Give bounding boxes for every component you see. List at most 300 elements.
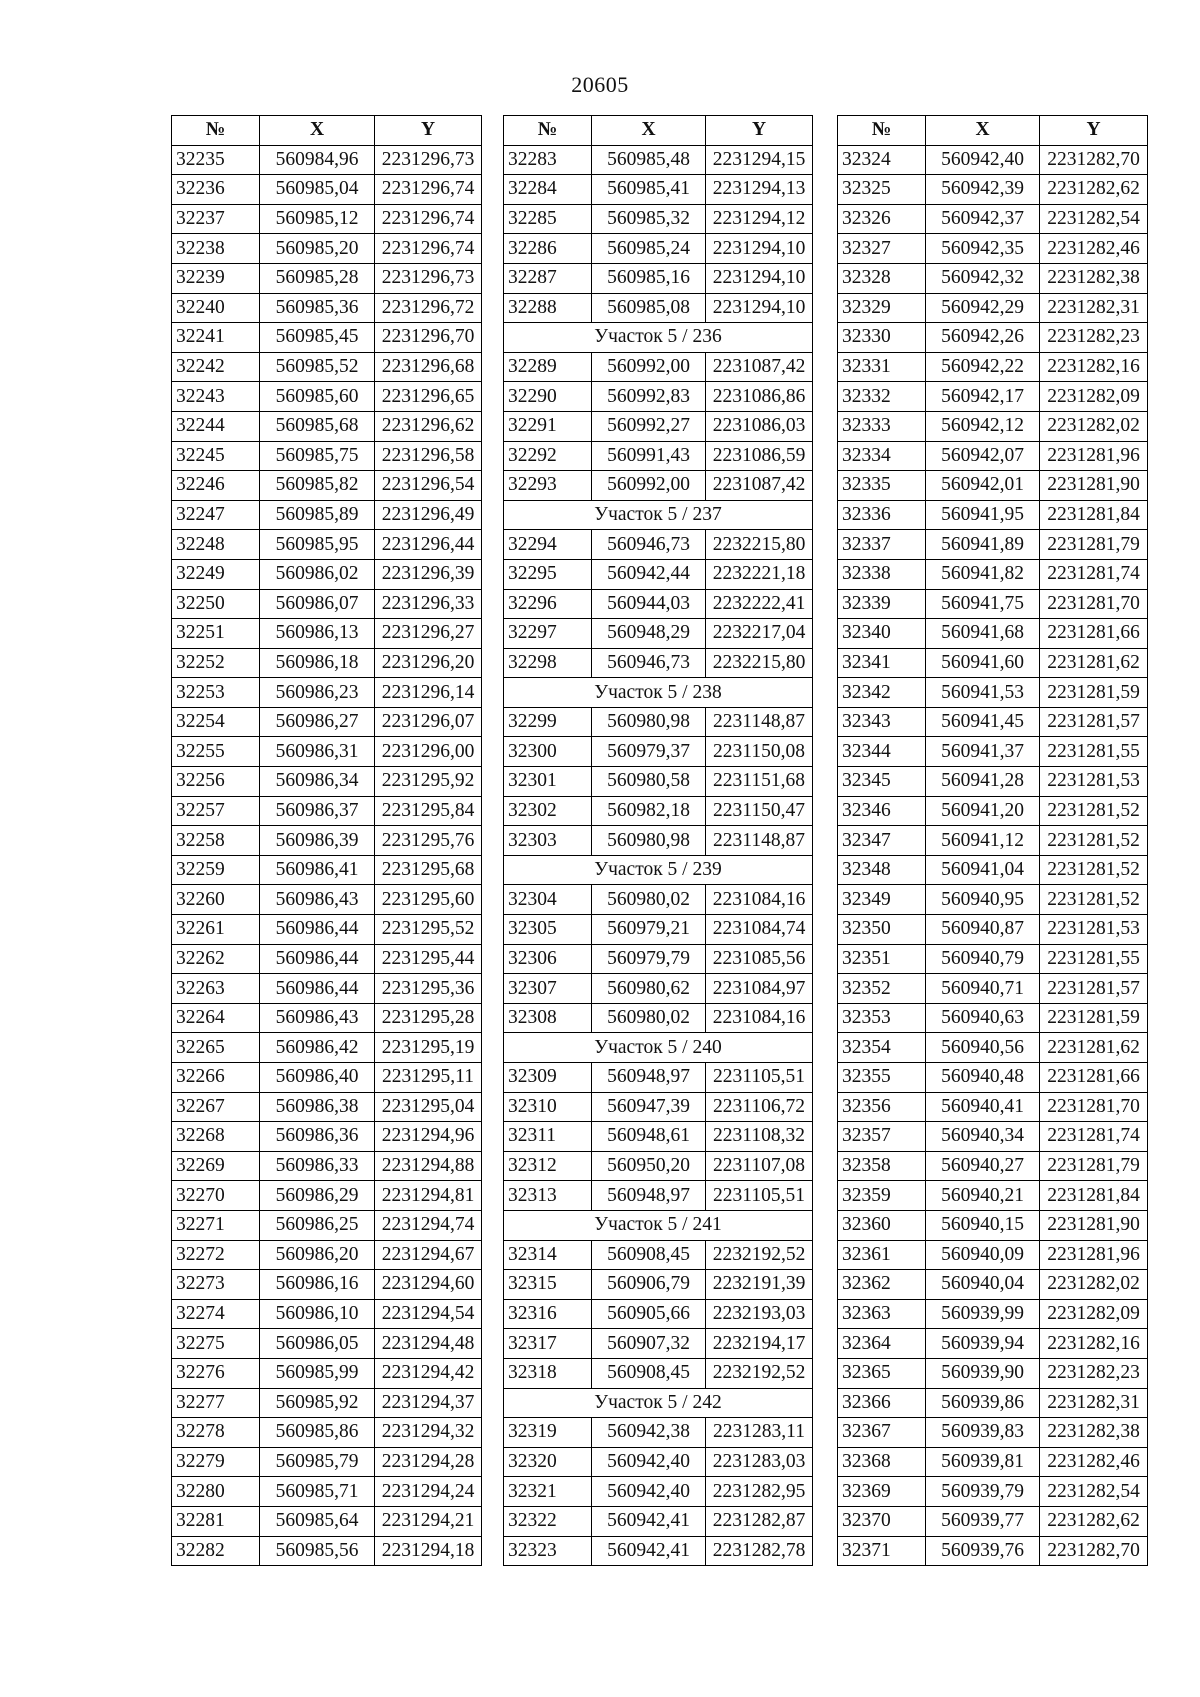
table-row <box>504 944 813 974</box>
y-coordinate-cell: 2231281,59 <box>1040 678 1148 708</box>
y-coordinate-cell: 2231295,11 <box>375 1063 482 1093</box>
y-coordinate-cell: 2231296,72 <box>375 293 482 323</box>
x-coordinate-cell: 560940,79 <box>926 944 1040 974</box>
table-row <box>504 707 813 737</box>
table-row <box>838 204 1148 234</box>
table-row <box>172 1447 482 1477</box>
table-row <box>838 796 1148 826</box>
table-row <box>504 293 813 323</box>
x-coordinate-cell: 560942,37 <box>926 204 1040 234</box>
table-row <box>172 1329 482 1359</box>
y-coordinate-cell: 2231296,74 <box>375 234 482 264</box>
x-coordinate-cell: 560986,37 <box>260 796 375 826</box>
point-number-cell: 32307 <box>504 974 592 1004</box>
x-coordinate-cell: 560985,95 <box>260 530 375 560</box>
x-coordinate-cell: 560986,23 <box>260 678 375 708</box>
x-coordinate-cell: 560985,92 <box>260 1388 375 1418</box>
table-row <box>172 1033 482 1063</box>
point-number-cell: 32303 <box>504 826 592 856</box>
point-number-cell: 32349 <box>838 885 926 915</box>
x-coordinate-cell: 560942,39 <box>926 175 1040 205</box>
point-number-cell: 32294 <box>504 530 592 560</box>
x-coordinate-cell: 560942,41 <box>592 1536 706 1566</box>
table-row <box>504 204 813 234</box>
y-coordinate-cell: 2231282,87 <box>706 1506 813 1536</box>
x-coordinate-cell: 560986,36 <box>260 1122 375 1152</box>
point-number-cell: 32315 <box>504 1270 592 1300</box>
y-coordinate-cell: 2231295,92 <box>375 767 482 797</box>
section-header-row <box>504 323 813 353</box>
y-coordinate-cell: 2231283,11 <box>706 1418 813 1448</box>
table-row <box>172 145 482 175</box>
x-coordinate-cell: 560942,01 <box>926 471 1040 501</box>
y-coordinate-cell: 2231281,74 <box>1040 1122 1148 1152</box>
y-coordinate-cell: 2231084,16 <box>706 1003 813 1033</box>
point-number-cell: 32256 <box>172 767 260 797</box>
x-coordinate-cell: 560985,36 <box>260 293 375 323</box>
table-row <box>504 1477 813 1507</box>
x-coordinate-cell: 560942,40 <box>592 1477 706 1507</box>
x-coordinate-cell: 560942,29 <box>926 293 1040 323</box>
x-coordinate-cell: 560950,20 <box>592 1151 706 1181</box>
table-row <box>172 471 482 501</box>
y-coordinate-cell: 2231296,39 <box>375 559 482 589</box>
y-coordinate-cell: 2231281,90 <box>1040 471 1148 501</box>
y-coordinate-cell: 2231296,49 <box>375 500 482 530</box>
y-coordinate-cell: 2231281,70 <box>1040 589 1148 619</box>
point-number-cell: 32354 <box>838 1033 926 1063</box>
table-row <box>838 323 1148 353</box>
y-coordinate-cell: 2231294,10 <box>706 234 813 264</box>
point-number-cell: 32310 <box>504 1092 592 1122</box>
y-coordinate-cell: 2231281,59 <box>1040 1003 1148 1033</box>
table-row <box>172 648 482 678</box>
x-coordinate-cell: 560992,00 <box>592 471 706 501</box>
y-coordinate-cell: 2231085,56 <box>706 944 813 974</box>
section-label: Участок 5 / 242 <box>504 1388 813 1418</box>
table-row <box>504 1270 813 1300</box>
point-number-cell: 32358 <box>838 1151 926 1181</box>
point-number-cell: 32253 <box>172 678 260 708</box>
x-coordinate-cell: 560986,43 <box>260 1003 375 1033</box>
point-number-cell: 32347 <box>838 826 926 856</box>
table-row <box>504 915 813 945</box>
point-number-cell: 32290 <box>504 382 592 412</box>
point-number-cell: 32332 <box>838 382 926 412</box>
point-number-cell: 32328 <box>838 263 926 293</box>
point-number-cell: 32339 <box>838 589 926 619</box>
table-row <box>172 1151 482 1181</box>
y-coordinate-cell: 2232192,52 <box>706 1358 813 1388</box>
x-coordinate-cell: 560979,37 <box>592 737 706 767</box>
x-coordinate-cell: 560986,33 <box>260 1151 375 1181</box>
point-number-cell: 32258 <box>172 826 260 856</box>
x-coordinate-cell: 560940,63 <box>926 1003 1040 1033</box>
table-row <box>172 1122 482 1152</box>
y-coordinate-cell: 2231296,73 <box>375 145 482 175</box>
y-coordinate-cell: 2231150,08 <box>706 737 813 767</box>
point-number-cell: 32239 <box>172 263 260 293</box>
point-number-cell: 32247 <box>172 500 260 530</box>
table-row <box>838 915 1148 945</box>
table-row <box>504 1181 813 1211</box>
table-row <box>838 885 1148 915</box>
table-row <box>504 974 813 1004</box>
table-row <box>172 1299 482 1329</box>
y-coordinate-cell: 2231295,19 <box>375 1033 482 1063</box>
table-row <box>838 974 1148 1004</box>
point-number-cell: 32342 <box>838 678 926 708</box>
point-number-cell: 32335 <box>838 471 926 501</box>
point-number-cell: 32323 <box>504 1536 592 1566</box>
table-row <box>172 175 482 205</box>
y-coordinate-cell: 2231106,72 <box>706 1092 813 1122</box>
y-coordinate-cell: 2231294,48 <box>375 1329 482 1359</box>
table-row <box>504 1092 813 1122</box>
point-number-cell: 32296 <box>504 589 592 619</box>
table-row <box>504 559 813 589</box>
table-row <box>838 826 1148 856</box>
point-number-cell: 32274 <box>172 1299 260 1329</box>
y-coordinate-cell: 2231294,10 <box>706 263 813 293</box>
point-number-cell: 32300 <box>504 737 592 767</box>
x-coordinate-cell: 560944,03 <box>592 589 706 619</box>
point-number-cell: 32285 <box>504 204 592 234</box>
table-row <box>172 737 482 767</box>
table-row <box>172 767 482 797</box>
point-number-cell: 32316 <box>504 1299 592 1329</box>
coordinates-table-right <box>837 115 1148 1566</box>
x-coordinate-cell: 560939,79 <box>926 1477 1040 1507</box>
y-coordinate-cell: 2231294,81 <box>375 1181 482 1211</box>
y-coordinate-cell: 2231282,16 <box>1040 352 1148 382</box>
point-number-cell: 32369 <box>838 1477 926 1507</box>
header-row <box>504 116 813 146</box>
x-coordinate-cell: 560986,43 <box>260 885 375 915</box>
x-coordinate-cell: 560940,09 <box>926 1240 1040 1270</box>
x-coordinate-cell: 560941,28 <box>926 767 1040 797</box>
table-row <box>172 944 482 974</box>
table-row <box>172 559 482 589</box>
point-number-cell: 32357 <box>838 1122 926 1152</box>
table-row <box>838 1063 1148 1093</box>
table-row <box>504 1299 813 1329</box>
table-row <box>504 1329 813 1359</box>
x-coordinate-cell: 560907,32 <box>592 1329 706 1359</box>
x-coordinate-cell: 560940,27 <box>926 1151 1040 1181</box>
x-coordinate-cell: 560941,82 <box>926 559 1040 589</box>
table-row <box>504 530 813 560</box>
y-coordinate-cell: 2232194,17 <box>706 1329 813 1359</box>
y-coordinate-cell: 2231084,74 <box>706 915 813 945</box>
header-number: № <box>838 116 926 146</box>
y-coordinate-cell: 2231281,96 <box>1040 441 1148 471</box>
x-coordinate-cell: 560985,45 <box>260 323 375 353</box>
table-row <box>838 1358 1148 1388</box>
point-number-cell: 32308 <box>504 1003 592 1033</box>
y-coordinate-cell: 2231086,86 <box>706 382 813 412</box>
x-coordinate-cell: 560940,95 <box>926 885 1040 915</box>
table-row <box>172 1477 482 1507</box>
x-coordinate-cell: 560939,76 <box>926 1536 1040 1566</box>
table-row <box>172 1063 482 1093</box>
point-number-cell: 32311 <box>504 1122 592 1152</box>
point-number-cell: 32302 <box>504 796 592 826</box>
x-coordinate-cell: 560984,96 <box>260 145 375 175</box>
section-label: Участок 5 / 238 <box>504 678 813 708</box>
table-row <box>172 263 482 293</box>
table-row <box>172 500 482 530</box>
point-number-cell: 32270 <box>172 1181 260 1211</box>
point-number-cell: 32278 <box>172 1418 260 1448</box>
point-number-cell: 32321 <box>504 1477 592 1507</box>
x-coordinate-cell: 560908,45 <box>592 1240 706 1270</box>
table-row <box>838 1181 1148 1211</box>
x-coordinate-cell: 560985,56 <box>260 1536 375 1566</box>
table-row <box>838 1388 1148 1418</box>
x-coordinate-cell: 560939,77 <box>926 1506 1040 1536</box>
point-number-cell: 32352 <box>838 974 926 1004</box>
x-coordinate-cell: 560940,34 <box>926 1122 1040 1152</box>
x-coordinate-cell: 560942,40 <box>926 145 1040 175</box>
table-row <box>504 1536 813 1566</box>
table-row <box>504 826 813 856</box>
y-coordinate-cell: 2231296,65 <box>375 382 482 412</box>
y-coordinate-cell: 2231281,57 <box>1040 974 1148 1004</box>
point-number-cell: 32333 <box>838 411 926 441</box>
y-coordinate-cell: 2231294,67 <box>375 1240 482 1270</box>
table-row <box>172 1240 482 1270</box>
table-row <box>838 944 1148 974</box>
table-row <box>838 1270 1148 1300</box>
x-coordinate-cell: 560985,71 <box>260 1477 375 1507</box>
point-number-cell: 32355 <box>838 1063 926 1093</box>
table-row <box>504 411 813 441</box>
x-coordinate-cell: 560986,34 <box>260 767 375 797</box>
point-number-cell: 32295 <box>504 559 592 589</box>
table-row <box>504 1003 813 1033</box>
point-number-cell: 32329 <box>838 293 926 323</box>
point-number-cell: 32348 <box>838 855 926 885</box>
x-coordinate-cell: 560986,10 <box>260 1299 375 1329</box>
x-coordinate-cell: 560940,21 <box>926 1181 1040 1211</box>
table-row <box>838 1092 1148 1122</box>
table-row <box>172 1210 482 1240</box>
x-coordinate-cell: 560986,18 <box>260 648 375 678</box>
x-coordinate-cell: 560985,79 <box>260 1447 375 1477</box>
section-header-row <box>504 500 813 530</box>
section-header-row <box>504 1210 813 1240</box>
point-number-cell: 32241 <box>172 323 260 353</box>
table-row <box>838 1151 1148 1181</box>
table-row <box>172 678 482 708</box>
table-row <box>838 1210 1148 1240</box>
point-number-cell: 32370 <box>838 1506 926 1536</box>
table-row <box>838 1122 1148 1152</box>
x-coordinate-cell: 560985,75 <box>260 441 375 471</box>
y-coordinate-cell: 2231084,16 <box>706 885 813 915</box>
y-coordinate-cell: 2231294,88 <box>375 1151 482 1181</box>
point-number-cell: 32288 <box>504 293 592 323</box>
x-coordinate-cell: 560948,29 <box>592 619 706 649</box>
x-coordinate-cell: 560985,41 <box>592 175 706 205</box>
y-coordinate-cell: 2231294,12 <box>706 204 813 234</box>
y-coordinate-cell: 2231295,68 <box>375 855 482 885</box>
x-coordinate-cell: 560985,52 <box>260 352 375 382</box>
point-number-cell: 32366 <box>838 1388 926 1418</box>
x-coordinate-cell: 560939,94 <box>926 1329 1040 1359</box>
x-coordinate-cell: 560980,98 <box>592 826 706 856</box>
x-coordinate-cell: 560985,68 <box>260 411 375 441</box>
x-coordinate-cell: 560986,39 <box>260 826 375 856</box>
table-row <box>172 530 482 560</box>
point-number-cell: 32324 <box>838 145 926 175</box>
y-coordinate-cell: 2231296,33 <box>375 589 482 619</box>
point-number-cell: 32312 <box>504 1151 592 1181</box>
point-number-cell: 32235 <box>172 145 260 175</box>
y-coordinate-cell: 2231295,28 <box>375 1003 482 1033</box>
point-number-cell: 32260 <box>172 885 260 915</box>
x-coordinate-cell: 560941,45 <box>926 707 1040 737</box>
x-coordinate-cell: 560942,38 <box>592 1418 706 1448</box>
point-number-cell: 32261 <box>172 915 260 945</box>
x-coordinate-cell: 560941,04 <box>926 855 1040 885</box>
point-number-cell: 32243 <box>172 382 260 412</box>
point-number-cell: 32273 <box>172 1270 260 1300</box>
y-coordinate-cell: 2231282,38 <box>1040 1418 1148 1448</box>
table-row <box>838 1240 1148 1270</box>
table-row <box>504 1122 813 1152</box>
y-coordinate-cell: 2231281,79 <box>1040 530 1148 560</box>
y-coordinate-cell: 2231282,54 <box>1040 1477 1148 1507</box>
x-coordinate-cell: 560986,41 <box>260 855 375 885</box>
point-number-cell: 32266 <box>172 1063 260 1093</box>
point-number-cell: 32297 <box>504 619 592 649</box>
x-coordinate-cell: 560939,81 <box>926 1447 1040 1477</box>
x-coordinate-cell: 560941,20 <box>926 796 1040 826</box>
x-coordinate-cell: 560985,60 <box>260 382 375 412</box>
table-row <box>838 855 1148 885</box>
table-row <box>504 767 813 797</box>
section-label: Участок 5 / 237 <box>504 500 813 530</box>
x-coordinate-cell: 560985,20 <box>260 234 375 264</box>
y-coordinate-cell: 2231296,14 <box>375 678 482 708</box>
table-row <box>838 293 1148 323</box>
table-row <box>172 352 482 382</box>
table-row <box>504 796 813 826</box>
header-number: № <box>172 116 260 146</box>
table-row <box>838 737 1148 767</box>
point-number-cell: 32362 <box>838 1270 926 1300</box>
y-coordinate-cell: 2231294,42 <box>375 1358 482 1388</box>
point-number-cell: 32371 <box>838 1536 926 1566</box>
y-coordinate-cell: 2231282,31 <box>1040 293 1148 323</box>
point-number-cell: 32248 <box>172 530 260 560</box>
point-number-cell: 32269 <box>172 1151 260 1181</box>
table-row <box>504 1506 813 1536</box>
x-coordinate-cell: 560942,44 <box>592 559 706 589</box>
y-coordinate-cell: 2231282,23 <box>1040 1358 1148 1388</box>
table-row <box>172 411 482 441</box>
table-row <box>172 323 482 353</box>
table-row <box>838 411 1148 441</box>
table-row <box>838 145 1148 175</box>
point-number-cell: 32281 <box>172 1506 260 1536</box>
header-y: Y <box>706 116 813 146</box>
table-row <box>838 234 1148 264</box>
y-coordinate-cell: 2231296,44 <box>375 530 482 560</box>
x-coordinate-cell: 560986,05 <box>260 1329 375 1359</box>
y-coordinate-cell: 2231084,97 <box>706 974 813 1004</box>
header-x: X <box>592 116 706 146</box>
point-number-cell: 32326 <box>838 204 926 234</box>
table-row <box>504 1240 813 1270</box>
table-row <box>504 1151 813 1181</box>
point-number-cell: 32305 <box>504 915 592 945</box>
x-coordinate-cell: 560942,07 <box>926 441 1040 471</box>
point-number-cell: 32263 <box>172 974 260 1004</box>
y-coordinate-cell: 2231294,21 <box>375 1506 482 1536</box>
x-coordinate-cell: 560985,28 <box>260 263 375 293</box>
y-coordinate-cell: 2231295,36 <box>375 974 482 1004</box>
y-coordinate-cell: 2232221,18 <box>706 559 813 589</box>
table-body <box>504 145 813 1566</box>
x-coordinate-cell: 560986,44 <box>260 974 375 1004</box>
header-row <box>172 116 482 146</box>
point-number-cell: 32317 <box>504 1329 592 1359</box>
x-coordinate-cell: 560985,64 <box>260 1506 375 1536</box>
x-coordinate-cell: 560939,90 <box>926 1358 1040 1388</box>
point-number-cell: 32259 <box>172 855 260 885</box>
point-number-cell: 32238 <box>172 234 260 264</box>
x-coordinate-cell: 560941,37 <box>926 737 1040 767</box>
table-row <box>838 1477 1148 1507</box>
point-number-cell: 32361 <box>838 1240 926 1270</box>
section-label: Участок 5 / 241 <box>504 1210 813 1240</box>
point-number-cell: 32286 <box>504 234 592 264</box>
point-number-cell: 32367 <box>838 1418 926 1448</box>
y-coordinate-cell: 2231294,10 <box>706 293 813 323</box>
x-coordinate-cell: 560942,17 <box>926 382 1040 412</box>
header-number: № <box>504 116 592 146</box>
y-coordinate-cell: 2231281,62 <box>1040 648 1148 678</box>
table-row <box>838 1329 1148 1359</box>
x-coordinate-cell: 560986,13 <box>260 619 375 649</box>
x-coordinate-cell: 560906,79 <box>592 1270 706 1300</box>
y-coordinate-cell: 2231107,08 <box>706 1151 813 1181</box>
table-body <box>838 145 1148 1566</box>
table-row <box>838 1536 1148 1566</box>
table-row <box>172 382 482 412</box>
table-row <box>838 678 1148 708</box>
table-row <box>172 293 482 323</box>
point-number-cell: 32359 <box>838 1181 926 1211</box>
point-number-cell: 32252 <box>172 648 260 678</box>
y-coordinate-cell: 2231282,62 <box>1040 175 1148 205</box>
y-coordinate-cell: 2231294,37 <box>375 1388 482 1418</box>
x-coordinate-cell: 560940,15 <box>926 1210 1040 1240</box>
x-coordinate-cell: 560986,16 <box>260 1270 375 1300</box>
x-coordinate-cell: 560986,27 <box>260 707 375 737</box>
table-row <box>838 619 1148 649</box>
table-row <box>504 471 813 501</box>
point-number-cell: 32314 <box>504 1240 592 1270</box>
x-coordinate-cell: 560985,99 <box>260 1358 375 1388</box>
x-coordinate-cell: 560979,79 <box>592 944 706 974</box>
point-number-cell: 32309 <box>504 1063 592 1093</box>
y-coordinate-cell: 2231105,51 <box>706 1063 813 1093</box>
table-row <box>838 1418 1148 1448</box>
